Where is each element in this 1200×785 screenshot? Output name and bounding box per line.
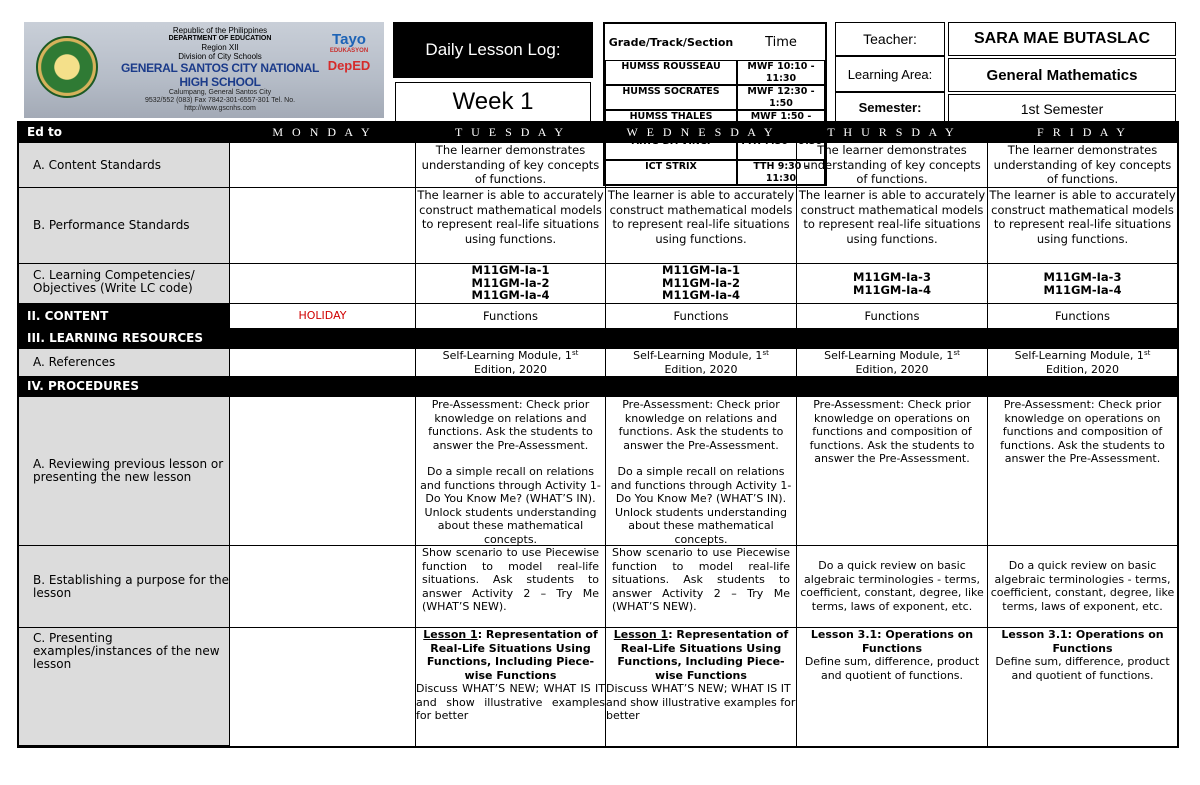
reference-tail: Edition, 2020: [664, 362, 738, 376]
competencies-label-note: (Write LC code): [99, 281, 193, 295]
content-standards-label: A. Content Standards: [19, 143, 230, 188]
banner-line-4: Division of City Schools: [178, 52, 262, 61]
reference-text: Self-Learning Module, 1: [442, 349, 572, 362]
lesson-body: Define sum, difference, product and quotient of functions.: [995, 655, 1170, 682]
lc-code: M11GM-Ia-2: [471, 275, 550, 290]
school-web: http://www.gscnhs.com: [184, 105, 256, 112]
school-seal-icon: [36, 36, 98, 98]
content-row: [19, 304, 1177, 329]
reviewing-row: [19, 397, 1177, 546]
deped-logo: [322, 32, 376, 108]
schedule-time: MWF 12:30 - 1:50: [737, 85, 825, 110]
competencies-label: [19, 264, 230, 304]
learning-resources-label: III. LEARNING RESOURCES: [19, 329, 1177, 349]
week-label: Week 1: [395, 82, 591, 122]
reference-tail: Edition, 2020: [473, 362, 548, 376]
cell-tuesday: [416, 349, 606, 377]
school-name: GENERAL SANTOS CITY NATIONAL HIGH SCHOOL: [120, 61, 320, 89]
day-header-row: [19, 123, 1177, 143]
school-address: Calumpang, General Santos City: [168, 89, 272, 96]
references-label: A. References: [19, 349, 230, 377]
lc-code: M11GM-Ia-1: [662, 264, 740, 277]
reference-sup: st: [762, 349, 769, 357]
cell-thursday: The learner demonstrates understanding of key concepts of functions.: [797, 143, 988, 188]
lc-code: M11GM-Ia-4: [471, 288, 550, 302]
cell-tuesday: Functions: [416, 304, 606, 329]
schedule-section: HUMSS SOCRATES: [605, 85, 737, 110]
cell-friday: [988, 264, 1177, 304]
reference-sup: st: [953, 349, 960, 357]
learning-area: General Mathematics: [948, 58, 1176, 92]
cell-tuesday: [416, 397, 606, 546]
cell-wednesday: Functions: [606, 304, 797, 329]
lc-code: M11GM-Ia-4: [853, 282, 931, 297]
cell-thursday: Do a quick review on basic algebraic terminologies - terms, coefficient, constant, degree, like terms, laws of exponent, etc.: [797, 546, 988, 628]
recall-text: Do a simple recall on relations and functions through Activity 1-Do You Know Me? (WHAT’S IN). Unlock students understanding about these mathematical concepts.: [420, 465, 601, 546]
cell-wednesday: Show scenario to use Piecewise function to model real-life situations. Ask students to answer Activity 2 – Try Me (WHAT’S NEW).: [606, 546, 797, 628]
schedule-section: ICT STRIX: [605, 160, 737, 185]
cell-wednesday: [606, 628, 797, 746]
lesson-title: Lesson 3.1: Operations on Functions: [810, 628, 974, 655]
lesson-title: Lesson 3.1: Operations on Functions: [1001, 628, 1164, 655]
lesson-log-table: [17, 121, 1179, 748]
presenting-row: [19, 628, 1177, 746]
day-wednesday: W E D N E S D A Y: [606, 123, 797, 143]
deped-logo-text: DepED: [327, 58, 371, 73]
semester-label: Semester:: [835, 92, 945, 122]
cell-friday: The learner demonstrates understanding of key concepts of functions.: [988, 143, 1177, 188]
presenting-label: C. Presenting examples/instances of the new lesson: [19, 628, 230, 746]
schedule-time: MWF 1:50 -: [737, 110, 825, 135]
day-friday: F R I D A Y: [988, 123, 1177, 143]
reference-sup: st: [1143, 349, 1151, 357]
pre-assessment-text: Pre-Assessment: Check prior knowledge on relations and functions. Ask the students to answer the Pre-Assessment.: [428, 398, 593, 452]
lesson-title: [606, 628, 796, 682]
holiday-cell: HOLIDAY: [230, 304, 416, 329]
procedures-row: [19, 377, 1177, 397]
pre-assessment-text: Pre-Assessment: Check prior knowledge on relations and functions. Ask the students to answer the Pre-Assessment.: [618, 398, 784, 452]
establishing-label: B. Establishing a purpose for the lesson: [19, 546, 230, 628]
lc-code: M11GM-Ia-4: [662, 288, 740, 302]
schedule-header: [605, 24, 825, 60]
schedule-row: [605, 85, 825, 110]
schedule-section: HUMSS THALES: [605, 110, 737, 135]
competencies-row: [19, 264, 1177, 304]
cell-tuesday: The learner is able to accurately construct mathematical models to represent real-life situations using functions.: [416, 188, 606, 264]
cell-thursday: The learner is able to accurately construct mathematical models to represent real-life situations using functions.: [797, 188, 988, 264]
cell-wednesday: [606, 349, 797, 377]
banner-text: [110, 26, 330, 113]
schedule-section: HUMSS ROUSSEAU: [605, 60, 737, 85]
grade-track-section-header: Grade/Track/Section: [608, 35, 734, 49]
teacher-name: SARA MAE BUTASLAC: [948, 22, 1176, 56]
lc-code: M11GM-Ia-3: [1043, 269, 1122, 284]
cell-wednesday: [606, 397, 797, 546]
time-header: Time: [765, 34, 797, 50]
schedule-time: MWF 10:10 - 11:30: [737, 60, 825, 85]
cell-thursday: [797, 349, 988, 377]
reference-text: Self-Learning Module, 1: [1014, 349, 1144, 362]
semester: 1st Semester: [948, 94, 1176, 124]
cell-friday: [988, 628, 1177, 746]
cell-monday: [230, 397, 416, 546]
content-label: II. CONTENT: [19, 304, 230, 329]
lesson-body: Discuss WHAT’S NEW; WHAT IS IT and show illustrative examples for better: [416, 682, 605, 722]
lesson-number: Lesson 1: [423, 628, 478, 641]
reference-tail: Edition, 2020: [855, 362, 929, 376]
performance-standards-label: B. Performance Standards: [19, 188, 230, 264]
cell-monday: [230, 143, 416, 188]
establishing-row: [19, 546, 1177, 628]
cell-tuesday: The learner demonstrates understanding of key concepts of functions.: [416, 143, 606, 188]
lesson-title: [416, 628, 605, 682]
schedule-time: TTH 9:30 - 11:30: [737, 160, 825, 185]
references-row: [19, 349, 1177, 377]
procedures-label: IV. PROCEDURES: [19, 377, 1177, 397]
cell-thursday: [797, 264, 988, 304]
banner-line-1: Republic of the Philippines: [172, 26, 268, 35]
cell-friday: The learner is able to accurately construct mathematical models to represent real-life situations using functions.: [988, 188, 1177, 264]
cell-monday: [230, 628, 416, 746]
performance-standards-row: [19, 188, 1177, 264]
tayo-logo-text: Tayo: [332, 31, 366, 48]
lesson-title-text: : Representation of Real-Life Situations Using Functions, Including Piece-wise Functions: [426, 628, 598, 682]
cell-tuesday: [416, 628, 606, 746]
cell-friday: [988, 349, 1177, 377]
lc-code: M11GM-Ia-1: [471, 264, 550, 277]
competencies-label-text: C. Learning Competencies/ Objectives: [33, 268, 195, 295]
cell-tuesday: [416, 264, 606, 304]
schedule-row: [605, 60, 825, 85]
cell-friday: Functions: [988, 304, 1177, 329]
cell-thursday: Pre-Assessment: Check prior knowledge on operations on functions and composition of functions. Ask the students to answer the Pre-Assessment.: [797, 397, 988, 546]
learning-resources-row: [19, 329, 1177, 349]
cell-friday: Pre-Assessment: Check prior knowledge on operations on functions and composition of functions. Ask the students to answer the Pre-Assessment.: [988, 397, 1177, 546]
lesson-number: Lesson 1: [613, 628, 669, 641]
cell-monday: [230, 349, 416, 377]
reference-tail: Edition, 2020: [1045, 362, 1120, 376]
cell-monday: [230, 188, 416, 264]
cell-wednesday: The learner is able to accurately construct mathematical models to represent real-life situations using functions.: [606, 188, 797, 264]
day-tuesday: T U E S D A Y: [416, 123, 606, 143]
lesson-body: Discuss WHAT’S NEW; WHAT IS IT and show illustrative examples for better: [606, 682, 796, 722]
content-standards-row: [19, 143, 1177, 188]
day-thursday: T H U R S D A Y: [797, 123, 988, 143]
reference-text: Self-Learning Module, 1: [633, 349, 763, 362]
page-title: Daily Lesson Log:: [393, 22, 593, 78]
learning-area-label: Learning Area:: [835, 56, 945, 92]
lc-code: M11GM-Ia-4: [1043, 282, 1122, 297]
cell-friday: Do a quick review on basic algebraic terminologies - terms, coefficient, constant, degree, like terms, laws of exponent, etc.: [988, 546, 1177, 628]
cell-wednesday: [606, 264, 797, 304]
lc-code: M11GM-Ia-2: [662, 275, 740, 290]
cell-monday: [230, 546, 416, 628]
school-contact: 9532/552 (083) Fax 7842-301-6557-301 Tel. No.: [144, 97, 296, 104]
banner-line-2: DEPARTMENT OF EDUCATION: [168, 35, 272, 42]
lesson-title-text: : Representation of Real-Life Situations Using Functions, Including Piece-wise Functions: [617, 628, 789, 682]
reference-text: Self-Learning Module, 1: [824, 349, 954, 362]
corner-cell: Ed to: [19, 123, 230, 143]
reference-sup: st: [571, 349, 579, 357]
teacher-label: Teacher:: [835, 22, 945, 56]
banner-line-3: Region XII: [201, 43, 239, 52]
reviewing-label: A. Reviewing previous lesson or presenting the new lesson: [19, 397, 230, 546]
tayo-logo-sub: EDUKASYON: [329, 48, 369, 54]
lesson-body: Define sum, difference, product and quotient of functions.: [804, 655, 980, 682]
school-banner: [24, 22, 384, 118]
cell-monday: [230, 264, 416, 304]
day-monday: M O N D A Y: [230, 123, 416, 143]
cell-tuesday: Show scenario to use Piecewise function to model real-life situations. Ask students to answer Activity 2 – Try Me (WHAT’S NEW).: [416, 546, 606, 628]
cell-thursday: [797, 628, 988, 746]
recall-text: Do a simple recall on relations and functions through Activity 1-Do You Know Me? (WHAT’S IN). Unlock students understanding about these mathematical concepts.: [610, 465, 792, 546]
cell-thursday: Functions: [797, 304, 988, 329]
cell-wednesday: [606, 143, 797, 188]
lc-code: M11GM-Ia-3: [853, 269, 931, 284]
